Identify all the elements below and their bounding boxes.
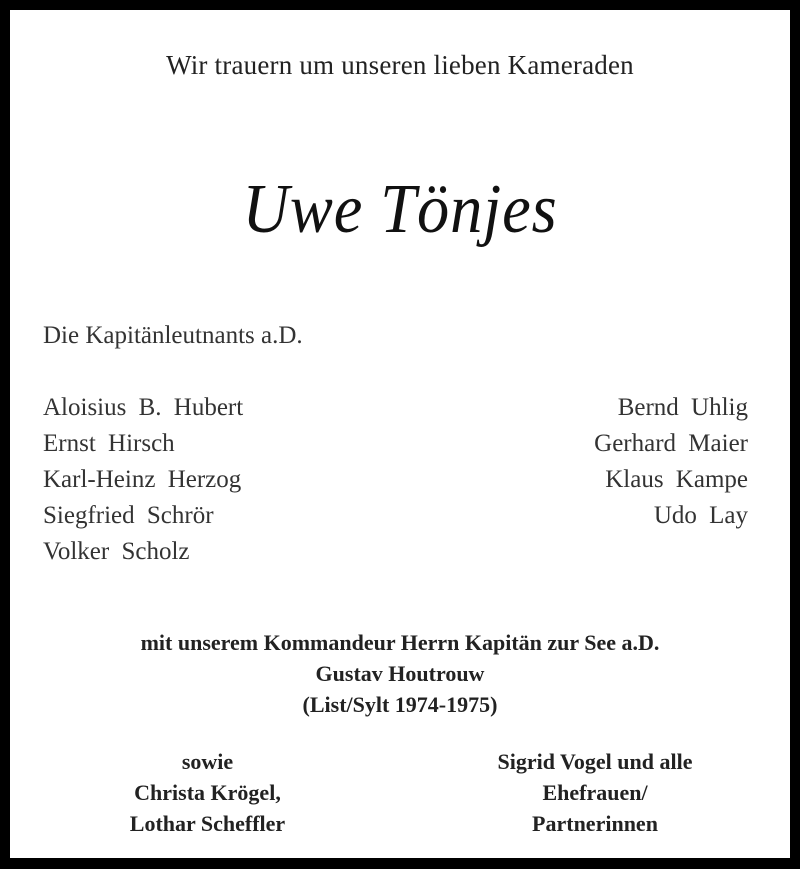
bottom-left-line: Lothar Scheffler [129, 811, 286, 836]
deceased-name: Uwe Tönjes [242, 171, 558, 248]
commander-name: Gustav Houtrouw [315, 661, 485, 686]
obituary-notice [10, 10, 790, 858]
bottom-right-line: Sigrid Vogel und alle [497, 749, 693, 774]
mourner-name: Gerhard Maier [594, 430, 748, 457]
bottom-left-line: sowie [181, 749, 234, 774]
bottom-right-line: Partnerinnen [532, 811, 658, 836]
commander-period: (List/Sylt 1974-1975) [302, 692, 498, 717]
mourner-name: Udo Lay [653, 502, 748, 529]
names-left-column [43, 390, 243, 570]
bottom-right-line: Ehefrauen/ [542, 780, 648, 805]
group-title: Die Kapitänleutnants a.D. [43, 322, 303, 349]
mourner-name: Ernst Hirsch [43, 430, 175, 457]
intro-text: Wir trauern um unseren lieben Kameraden [166, 50, 634, 80]
bottom-left-line: Christa Krögel, [134, 780, 281, 805]
mourner-name: Bernd Uhlig [617, 394, 748, 421]
mourner-name: Volker Scholz [43, 538, 190, 565]
mourner-name: Karl-Heinz Herzog [43, 466, 242, 493]
bottom-right-block [415, 746, 775, 839]
mourner-name: Aloisius B. Hubert [43, 394, 244, 421]
commander-block [10, 627, 790, 720]
commander-line: mit unserem Kommandeur Herrn Kapitän zur See a.D. [140, 630, 660, 655]
bottom-left-block [50, 746, 365, 839]
mourner-name: Siegfried Schrör [43, 502, 214, 529]
names-right-column [594, 390, 748, 534]
mourner-name: Klaus Kampe [605, 466, 748, 493]
